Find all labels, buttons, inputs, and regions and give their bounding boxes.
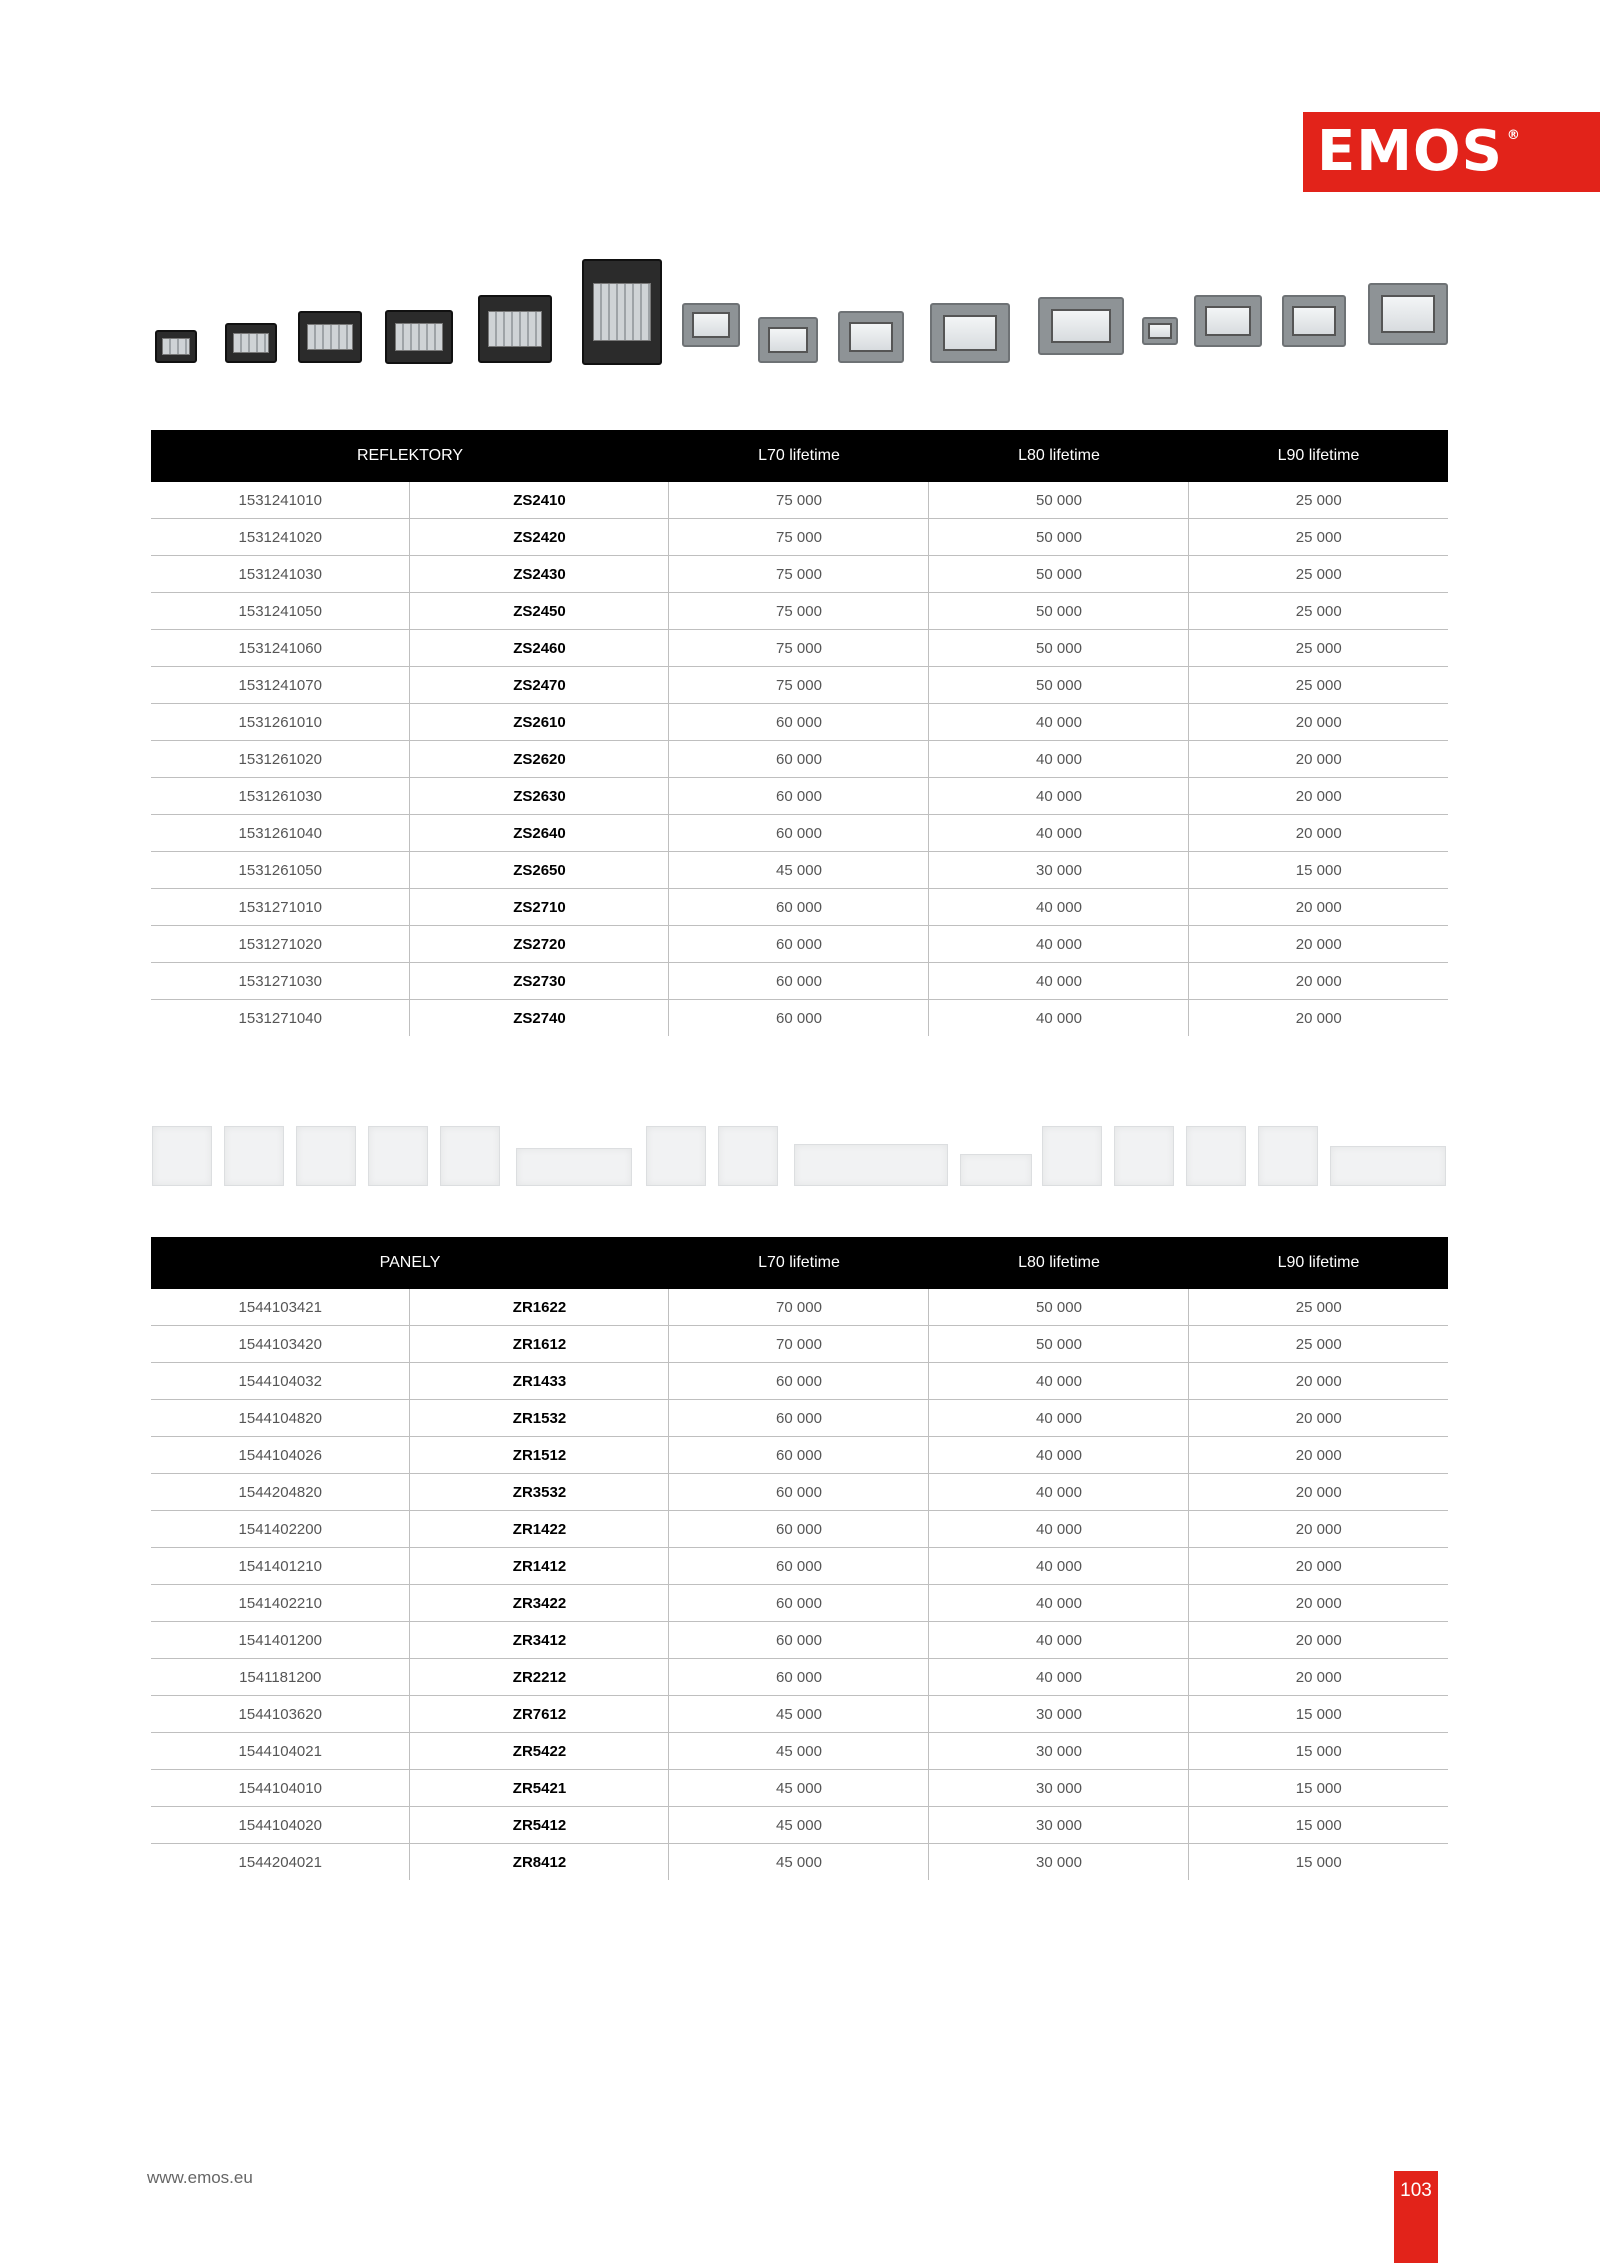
model-cell: ZS2420	[410, 519, 669, 556]
model-cell: ZR1422	[410, 1511, 669, 1548]
model-cell: ZR1512	[410, 1437, 669, 1474]
l70-cell: 60 000	[669, 1474, 929, 1511]
l90-cell: 20 000	[1189, 704, 1448, 741]
table-row	[151, 1363, 1448, 1400]
order-code-cell: 1541181200	[151, 1659, 410, 1696]
order-code-cell: 1544103421	[151, 1289, 410, 1326]
l80-cell: 30 000	[929, 1844, 1189, 1881]
table-row	[151, 1770, 1448, 1807]
l90-cell: 20 000	[1189, 815, 1448, 852]
reflektory-body	[151, 482, 1448, 1036]
l70-cell: 45 000	[669, 1807, 929, 1844]
l90-cell: 15 000	[1189, 1807, 1448, 1844]
registered-mark: ®	[1506, 128, 1521, 143]
model-cell: ZS2620	[410, 741, 669, 778]
l80-cell: 50 000	[929, 519, 1189, 556]
table-row	[151, 852, 1448, 889]
floodlight-image	[582, 259, 662, 365]
l70-cell: 60 000	[669, 1400, 929, 1437]
l80-cell: 40 000	[929, 1000, 1189, 1037]
table-row	[151, 1622, 1448, 1659]
model-cell: ZS2710	[410, 889, 669, 926]
order-code-cell: 1544104026	[151, 1437, 410, 1474]
l90-cell: 20 000	[1189, 1659, 1448, 1696]
l80-cell: 40 000	[929, 815, 1189, 852]
l70-cell: 60 000	[669, 1548, 929, 1585]
l70-cell: 60 000	[669, 1585, 929, 1622]
l80-cell: 40 000	[929, 778, 1189, 815]
l70-cell: 60 000	[669, 1511, 929, 1548]
l90-cell: 20 000	[1189, 1400, 1448, 1437]
l70-cell: 70 000	[669, 1289, 929, 1326]
floodlight-image	[1194, 295, 1262, 347]
order-code-cell: 1544204021	[238, 1853, 322, 1871]
column-header-l70: L70 lifetime	[669, 1237, 929, 1289]
order-code-cell: 1531241070	[151, 667, 410, 704]
order-code-cell: 1531241010	[151, 482, 410, 519]
floodlight-image	[1368, 283, 1448, 345]
panel-image	[960, 1154, 1032, 1186]
column-header-l80: L80 lifetime	[929, 1237, 1189, 1289]
l70-cell: 70 000	[669, 1326, 929, 1363]
table-header-row	[151, 1237, 1448, 1289]
l90-cell: 20 000	[1189, 1437, 1448, 1474]
l70-cell: 75 000	[669, 630, 929, 667]
l90-cell: 25 000	[1189, 1289, 1448, 1326]
order-code-cell: 1531271010	[151, 889, 410, 926]
l90-cell: 20 000	[1189, 1474, 1448, 1511]
model-cell: ZR1612	[410, 1326, 669, 1363]
order-code-cell: 1531271020	[151, 926, 410, 963]
l70-cell: 60 000	[669, 1437, 929, 1474]
column-header-category: PANELY	[151, 1237, 669, 1289]
model-cell: ZS2610	[410, 704, 669, 741]
model-cell: ZS2640	[410, 815, 669, 852]
panel-image	[794, 1144, 948, 1186]
table-row	[151, 815, 1448, 852]
order-code-cell: 1544104820	[151, 1400, 410, 1437]
column-header-category: REFLEKTORY	[151, 430, 669, 482]
floodlight-image	[298, 311, 362, 363]
panel-image	[718, 1126, 778, 1186]
panel-image	[516, 1148, 632, 1186]
model-cell: ZS2730	[410, 963, 669, 1000]
l90-cell: 20 000	[1189, 778, 1448, 815]
l80-cell: 40 000	[929, 1363, 1189, 1400]
l80-cell: 50 000	[929, 482, 1189, 519]
model-cell: ZS2450	[410, 593, 669, 630]
column-header-l70: L70 lifetime	[669, 430, 929, 482]
l70-cell: 60 000	[669, 1363, 929, 1400]
page-number: 103	[1394, 2171, 1438, 2263]
model-cell: ZR1433	[410, 1363, 669, 1400]
l90-cell: 15 000	[1189, 1733, 1448, 1770]
floodlight-image	[1038, 297, 1124, 355]
table-row	[151, 1659, 1448, 1696]
order-code-cell: 1531271030	[151, 963, 410, 1000]
l70-cell: 75 000	[669, 593, 929, 630]
table-row	[151, 1511, 1448, 1548]
l90-cell: 20 000	[1189, 1000, 1448, 1037]
table-row	[151, 963, 1448, 1000]
table-row	[151, 482, 1448, 519]
l90-cell: 15 000	[1189, 1696, 1448, 1733]
l80-cell: 30 000	[929, 852, 1189, 889]
l80-cell: 40 000	[929, 1400, 1189, 1437]
order-code-cell: 1544204820	[151, 1474, 410, 1511]
model-cell: ZS2650	[410, 852, 669, 889]
l90-cell: 20 000	[1189, 963, 1448, 1000]
floodlight-image	[385, 310, 453, 364]
order-code-cell: 1544104032	[151, 1363, 410, 1400]
l80-cell: 50 000	[929, 556, 1189, 593]
model-cell: ZR5421	[410, 1770, 669, 1807]
floodlight-image	[758, 317, 818, 363]
l80-cell: 50 000	[929, 1289, 1189, 1326]
l80-cell: 40 000	[929, 963, 1189, 1000]
l80-cell: 50 000	[929, 667, 1189, 704]
l90-cell: 25 000	[1189, 667, 1448, 704]
table-row	[151, 1437, 1448, 1474]
table-row	[151, 556, 1448, 593]
model-cell: ZS2630	[410, 778, 669, 815]
model-cell: ZS2470	[410, 667, 669, 704]
l90-cell: 25 000	[1189, 482, 1448, 519]
model-cell: ZR3412	[410, 1622, 669, 1659]
order-code-cell: 1531241060	[151, 630, 410, 667]
l90-cell: 20 000	[1189, 1511, 1448, 1548]
panely-table	[151, 1237, 1448, 1880]
l90-cell: 15 000	[1189, 1844, 1448, 1881]
floodlight-image	[478, 295, 552, 363]
table-row	[151, 741, 1448, 778]
table-row	[151, 519, 1448, 556]
footer-url[interactable]: www.emos.eu	[147, 2168, 253, 2187]
l90-cell: 20 000	[1189, 741, 1448, 778]
l70-cell: 75 000	[669, 556, 929, 593]
panel-image	[1258, 1126, 1318, 1186]
order-code-cell: 1531241050	[151, 593, 410, 630]
panely-body	[151, 1289, 1448, 1880]
order-code-cell: 1544104021	[151, 1733, 410, 1770]
l70-cell: 45 000	[669, 1844, 929, 1881]
order-code-cell: 1531261020	[151, 741, 410, 778]
l70-cell: 60 000	[669, 1000, 929, 1037]
logo-text: EMOS	[1317, 119, 1503, 184]
order-code-cell: 1531261010	[151, 704, 410, 741]
table-header-row	[151, 430, 1448, 482]
panel-image	[296, 1126, 356, 1186]
floodlight-image	[1282, 295, 1346, 347]
table-row	[151, 778, 1448, 815]
table-row	[151, 1400, 1448, 1437]
order-code-cell: 1531261050	[151, 852, 410, 889]
order-code-cell: 1531241030	[151, 556, 410, 593]
column-header-l80: L80 lifetime	[929, 430, 1189, 482]
panel-image	[646, 1126, 706, 1186]
l80-cell: 40 000	[929, 1585, 1189, 1622]
l80-cell: 40 000	[929, 926, 1189, 963]
l80-cell: 40 000	[929, 1437, 1189, 1474]
model-cell: ZR8412	[410, 1844, 669, 1881]
model-cell: ZR5422	[410, 1733, 669, 1770]
l80-cell: 40 000	[929, 889, 1189, 926]
order-code-cell: 1541401200	[151, 1622, 410, 1659]
l70-cell: 60 000	[669, 815, 929, 852]
table-row	[151, 704, 1448, 741]
reflektory-table	[151, 430, 1448, 1036]
l70-cell: 60 000	[669, 889, 929, 926]
l80-cell: 40 000	[929, 1511, 1189, 1548]
model-cell: ZR7612	[410, 1696, 669, 1733]
l80-cell: 50 000	[929, 630, 1189, 667]
l90-cell: 20 000	[1189, 1585, 1448, 1622]
model-cell: ZR1622	[410, 1289, 669, 1326]
panel-image	[1186, 1126, 1246, 1186]
l90-cell: 20 000	[1189, 1363, 1448, 1400]
l90-cell: 25 000	[1189, 593, 1448, 630]
floodlight-image	[155, 330, 197, 363]
column-header-l90: L90 lifetime	[1189, 1237, 1448, 1289]
l80-cell: 50 000	[929, 1326, 1189, 1363]
l80-cell: 40 000	[929, 704, 1189, 741]
l80-cell: 30 000	[929, 1807, 1189, 1844]
table-row	[151, 1326, 1448, 1363]
order-code-cell: 1531261030	[151, 778, 410, 815]
table-row	[151, 1548, 1448, 1585]
l70-cell: 45 000	[669, 852, 929, 889]
model-cell: ZS2460	[410, 630, 669, 667]
l70-cell: 75 000	[669, 519, 929, 556]
l90-cell: 25 000	[1189, 519, 1448, 556]
panel-image	[152, 1126, 212, 1186]
l90-cell: 20 000	[1189, 1548, 1448, 1585]
floodlight-image	[682, 303, 740, 347]
order-code-cell: 1544103420	[151, 1326, 410, 1363]
l80-cell: 40 000	[929, 1659, 1189, 1696]
table-row	[151, 1733, 1448, 1770]
panel-image	[368, 1126, 428, 1186]
model-cell: ZS2720	[410, 926, 669, 963]
table-row	[151, 1289, 1448, 1326]
column-header-l90: L90 lifetime	[1189, 430, 1448, 482]
model-cell: ZR5412	[410, 1807, 669, 1844]
l70-cell: 75 000	[669, 482, 929, 519]
l70-cell: 60 000	[669, 1622, 929, 1659]
l90-cell: 25 000	[1189, 556, 1448, 593]
panel-image	[1330, 1146, 1446, 1186]
table-row	[151, 667, 1448, 704]
panel-images	[150, 1120, 1448, 1190]
panel-image	[1114, 1126, 1174, 1186]
table-row	[151, 1807, 1448, 1844]
l90-cell: 20 000	[1189, 889, 1448, 926]
model-cell: ZS2430	[410, 556, 669, 593]
floodlight-image	[838, 311, 904, 363]
order-code-cell: 1531261040	[151, 815, 410, 852]
model-cell: ZR2212	[410, 1659, 669, 1696]
panel-image	[440, 1126, 500, 1186]
panel-image	[1042, 1126, 1102, 1186]
l70-cell: 60 000	[669, 741, 929, 778]
l70-cell: 45 000	[669, 1733, 929, 1770]
model-cell: ZR3532	[410, 1474, 669, 1511]
l70-cell: 60 000	[669, 1659, 929, 1696]
l90-cell: 25 000	[1189, 630, 1448, 667]
l70-cell: 60 000	[669, 778, 929, 815]
l70-cell: 60 000	[669, 926, 929, 963]
l70-cell: 45 000	[669, 1696, 929, 1733]
l80-cell: 30 000	[929, 1733, 1189, 1770]
l70-cell: 60 000	[669, 704, 929, 741]
l90-cell: 15 000	[1189, 1770, 1448, 1807]
model-cell: ZS2410	[410, 482, 669, 519]
order-code-cell: 1544104010	[151, 1770, 410, 1807]
l80-cell: 30 000	[929, 1770, 1189, 1807]
l80-cell: 40 000	[929, 1474, 1189, 1511]
order-code-cell: 1544103620	[151, 1696, 410, 1733]
floodlight-images	[150, 255, 1448, 380]
l80-cell: 40 000	[929, 741, 1189, 778]
model-cell: ZS2740	[410, 1000, 669, 1037]
table-row	[151, 1844, 1448, 1881]
l90-cell: 20 000	[1189, 926, 1448, 963]
l70-cell: 45 000	[669, 1770, 929, 1807]
l90-cell: 15 000	[1189, 852, 1448, 889]
table-row	[151, 593, 1448, 630]
emos-logo	[1303, 112, 1600, 192]
table-row	[151, 1696, 1448, 1733]
order-code-cell: 1531271040	[238, 1009, 322, 1027]
order-code-cell: 1531241020	[151, 519, 410, 556]
order-code-cell: 1541402200	[151, 1511, 410, 1548]
l80-cell: 50 000	[929, 593, 1189, 630]
model-cell: ZR1532	[410, 1400, 669, 1437]
panel-image	[224, 1126, 284, 1186]
floodlight-image	[1142, 317, 1178, 345]
floodlight-image	[930, 303, 1010, 363]
model-cell: ZR1412	[410, 1548, 669, 1585]
l90-cell: 25 000	[1189, 1326, 1448, 1363]
floodlight-image	[225, 323, 277, 363]
l90-cell: 20 000	[1189, 1622, 1448, 1659]
order-code-cell: 1541401210	[151, 1548, 410, 1585]
table-row	[151, 1000, 1448, 1037]
table-row	[151, 1585, 1448, 1622]
l80-cell: 40 000	[929, 1548, 1189, 1585]
table-row	[151, 630, 1448, 667]
l70-cell: 60 000	[669, 963, 929, 1000]
order-code-cell: 1544104020	[151, 1807, 410, 1844]
table-row	[151, 1474, 1448, 1511]
l80-cell: 30 000	[929, 1696, 1189, 1733]
table-row	[151, 926, 1448, 963]
order-code-cell: 1541402210	[151, 1585, 410, 1622]
l80-cell: 40 000	[929, 1622, 1189, 1659]
l70-cell: 75 000	[669, 667, 929, 704]
table-row	[151, 889, 1448, 926]
model-cell: ZR3422	[410, 1585, 669, 1622]
